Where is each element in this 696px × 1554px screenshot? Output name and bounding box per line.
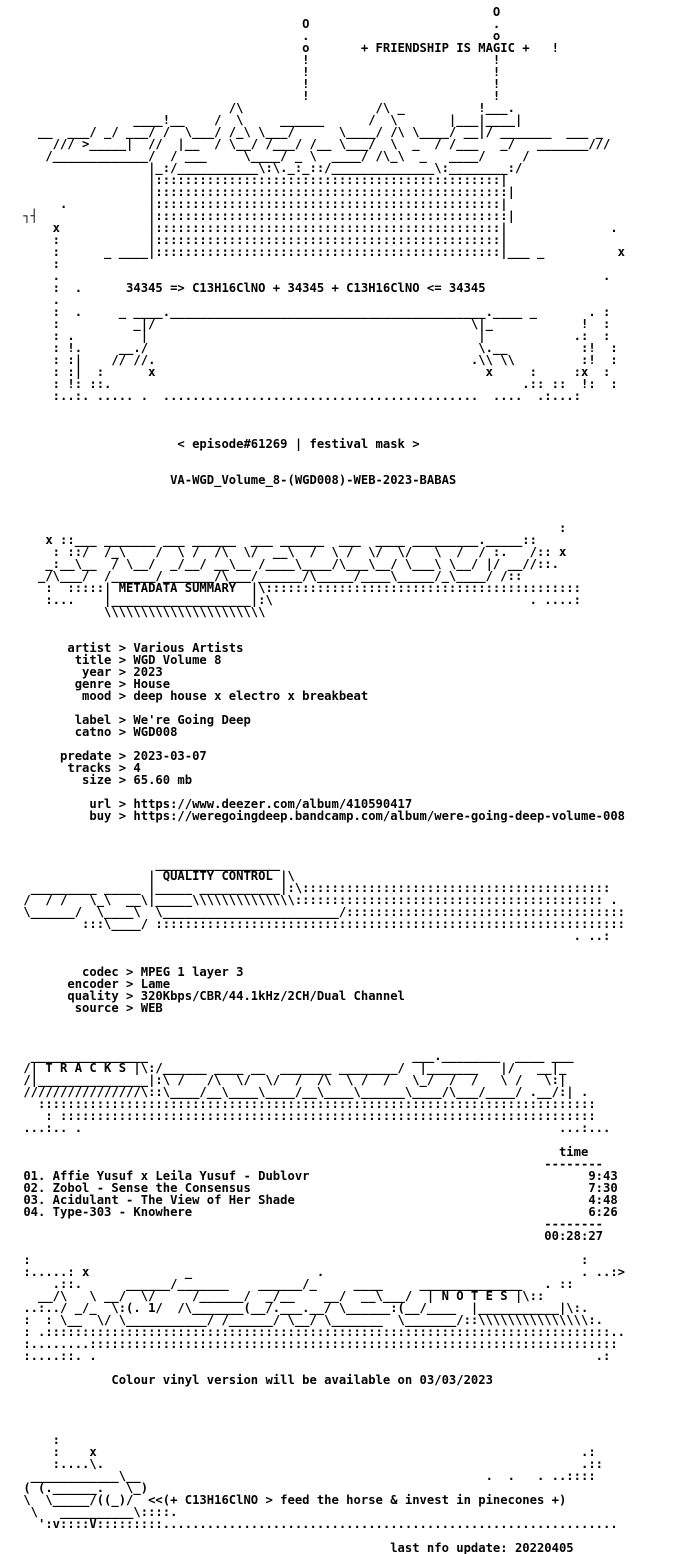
nfo-line: mood > deep house x electro x breakbeat bbox=[16, 689, 369, 703]
nfo-line: : :| : x x : :x : bbox=[16, 365, 611, 379]
nfo-line: year > 2023 bbox=[16, 665, 163, 679]
nfo-line: / / / \_\ __\|_____\\\\\\\\\\\\\\:::::::::::::::::::::::::::::::::::::::::: . bbox=[16, 893, 618, 907]
nfo-line: : bbox=[16, 1433, 61, 1447]
nfo-line: . ..: bbox=[16, 929, 611, 943]
nfo-line: : :| // //. .\\ \\ :! : bbox=[16, 353, 618, 367]
nfo-line: catno > WGD008 bbox=[16, 725, 178, 739]
nfo-line: source > WEB bbox=[16, 1001, 163, 1015]
nfo-line: artist > Various Artists bbox=[16, 641, 244, 655]
nfo-line: last nfo update: 20220405 bbox=[16, 1541, 574, 1554]
nfo-line: |:::::::::::::::::::::::::::::::::::::::::::::::| bbox=[16, 173, 508, 187]
nfo-line: o + FRIENDSHIP IS MAGIC + ! bbox=[16, 41, 559, 55]
nfo-line: . o bbox=[16, 29, 501, 43]
nfo-line: -------- bbox=[16, 1157, 603, 1171]
nfo-line: ...:.. . ...:... bbox=[16, 1121, 611, 1135]
nfo-line: /\ /\ _ !___. bbox=[16, 101, 515, 115]
nfo-line: /| T R A C K S |\:/______ ____ __ _______ ________/ |_______ |/ __|_ bbox=[16, 1061, 567, 1075]
nfo-line: : ::::::::::::::::::::::::::::::::::::::::::::::::::::::::::::::::::::::::: bbox=[16, 1109, 596, 1123]
nfo-line: ( (.______. \_) bbox=[16, 1481, 149, 1495]
nfo-line: ________________ ___.________ ____ ___ bbox=[16, 1049, 574, 1063]
nfo-line bbox=[16, 414, 692, 426]
nfo-line: ┐┤ |::::::::::::::::::::::::::::::::::::::::::::::::| bbox=[16, 209, 515, 223]
nfo-line: |_:/___________\:\._:_::/______________\:________:/ bbox=[16, 161, 523, 175]
nfo-line: : bbox=[16, 521, 567, 535]
nfo-line: :.....: x _ . . ..:> bbox=[16, 1265, 626, 1279]
nfo-line: time bbox=[16, 1145, 589, 1159]
nfo-line: .::. ______/_______ ______/_ ____ ______________ . :: bbox=[16, 1277, 581, 1291]
nfo-line: \ \_____/((_)/ <<(+ C13H16ClNO > feed the horse & invest in pinecones +) bbox=[16, 1493, 567, 1507]
nfo-text-block bbox=[16, 6, 692, 1554]
nfo-line: _________________ bbox=[16, 857, 281, 871]
nfo-line: ____!__ / \ ______ / \ |___|____| bbox=[16, 113, 523, 127]
nfo-line: . . bbox=[16, 269, 611, 283]
nfo-line: ! ! bbox=[16, 53, 501, 67]
nfo-line: _:__\__ / \__/ _/__/ __\__ /____\____/\___\__/ \___\ \__/ |/ __//::. bbox=[16, 557, 559, 571]
nfo-line: : . _ ____.___________________________________________.____ _ . : bbox=[16, 305, 611, 319]
nfo-line: label > We're Going Deep bbox=[16, 713, 251, 727]
nfo-line: 03. Acidulant - The View of Her Shade 4:48 bbox=[16, 1193, 618, 1207]
nfo-line: :........:::::::::::::::::::::::::::::::::::::::::::::::::::::::::::::::::::::::: bbox=[16, 1337, 618, 1351]
nfo-line: ':v::::V:::::::::.............................................................. bbox=[16, 1517, 618, 1531]
nfo-line: /// >_____| // |__ / \__/ /___/ /__ \___/ \ _ / /___ _/ _______/// bbox=[16, 137, 611, 151]
nfo-line: genre > House bbox=[16, 677, 171, 691]
nfo-line: : . | | .: : bbox=[16, 329, 611, 343]
nfo-line bbox=[16, 1386, 692, 1398]
nfo-line: : _ ____|:::::::::::::::::::::::::::::::::::::::::::::::|___ _ x bbox=[16, 245, 626, 259]
nfo-line: quality > 320Kbps/CBR/44.1kHz/2CH/Dual Channel bbox=[16, 989, 405, 1003]
nfo-line bbox=[16, 1014, 692, 1026]
nfo-line: : : \__ \/ \___________/ /______/ \__/ \_______ \_______/::\\\\\\\\\\\\\\\:. bbox=[16, 1313, 603, 1327]
nfo-line: tracks > 4 bbox=[16, 761, 141, 775]
nfo-line: : : bbox=[16, 1253, 589, 1267]
nfo-line: :....\. .:: bbox=[16, 1457, 603, 1471]
nfo-line: : _|/ \|_ ! : bbox=[16, 317, 611, 331]
nfo-line: | QUALITY CONTROL |\ bbox=[16, 869, 295, 883]
nfo-line: buy > https://weregoingdeep.bandcamp.com/album/were-going-deep-volume-008 bbox=[16, 809, 626, 823]
nfo-line bbox=[16, 1398, 692, 1410]
nfo-line: url > https://www.deezer.com/album/410590417 bbox=[16, 797, 413, 811]
nfo-line: _________ _____ |_____ ___________|:\:::::::::::::::::::::::::::::::::::::::::: bbox=[16, 881, 611, 895]
nfo-line: title > WGD Volume 8 bbox=[16, 653, 222, 667]
nfo-line: \\\\\\\\\\\\\\\\\\\\\\ bbox=[16, 605, 266, 619]
nfo-line: : .:::::::::::::::::::::::::::::::::::::::::::::::::::::::::::::::::::::::::::::.. bbox=[16, 1325, 626, 1339]
nfo-line: ! ! bbox=[16, 89, 501, 103]
nfo-line bbox=[16, 498, 692, 510]
nfo-line: ____________\__ . . . ..:::: bbox=[16, 1469, 596, 1483]
nfo-line: 01. Affie Yusuf x Leila Yusuf - Dublovr 9:43 bbox=[16, 1169, 618, 1183]
nfo-line: :....::. . .: bbox=[16, 1349, 611, 1363]
nfo-line bbox=[16, 1410, 692, 1422]
nfo-line bbox=[16, 822, 692, 834]
nfo-line: VA-WGD_Volume_8-(WGD008)-WEB-2023-BABAS bbox=[16, 473, 457, 487]
nfo-line: x |:::::::::::::::::::::::::::::::::::::::::::::::| . bbox=[16, 221, 618, 235]
nfo-line: ////////////////\::\____/__\____\____/__\____\______\____/\___/____/ .__/:| . bbox=[16, 1085, 589, 1099]
nfo-line: : !: ::. .:: :: !: : bbox=[16, 377, 618, 391]
nfo-line: O bbox=[16, 6, 501, 19]
nfo-line: 02. Zobol - Sense the Consensus 7:30 bbox=[16, 1181, 618, 1195]
nfo-line: \______/ \____\ \________________________/:::::::::::::::::::::::::::::::::::::: bbox=[16, 905, 626, 919]
nfo-line: : . 34345 => C13H16ClNO + 34345 + C13H16ClNO <= 34345 bbox=[16, 281, 486, 295]
nfo-line bbox=[16, 486, 692, 498]
nfo-line: predate > 2023-03-07 bbox=[16, 749, 207, 763]
nfo-line bbox=[16, 834, 692, 846]
nfo-line bbox=[16, 618, 692, 630]
nfo-line: _/\___/ /______/_______/\___/______/\_____/____\_____/_\____/ /:: bbox=[16, 569, 523, 583]
nfo-line bbox=[16, 942, 692, 954]
nfo-line: /|_______________|:\ / /\ \/ \/ / /\ \ / / \_/ / / \ / \:| bbox=[16, 1073, 567, 1087]
nfo-line: O . bbox=[16, 17, 501, 31]
nfo-line: : bbox=[16, 257, 61, 271]
nfo-line: : :::::| METADATA SUMMARY |\::::::::::::::::::::::::::::::::::::::::::: bbox=[16, 581, 581, 595]
nfo-line: \ __________\::::. bbox=[16, 1505, 178, 1519]
nfo-line: 00:28:27 bbox=[16, 1229, 603, 1243]
nfo-line: :... |___________________|:\ . ....: bbox=[16, 593, 581, 607]
nfo-line: -------- bbox=[16, 1217, 603, 1231]
nfo-line: __ ___/ _/ ___/ / \___/ /_\ \___/ \____/ /\ \____/ __|/ _______ ___ _ bbox=[16, 125, 603, 139]
nfo-line: < episode#61269 | festival mask > bbox=[16, 437, 420, 451]
nfo-line: . |:::::::::::::::::::::::::::::::::::::::::::::::| bbox=[16, 197, 508, 211]
nfo-line: : x .: bbox=[16, 1445, 596, 1459]
nfo-line: /_____________/ / ___ \____/ _ \ ____/ /\_\ _ ____/ / bbox=[16, 149, 530, 163]
nfo-line: codec > MPEG 1 layer 3 bbox=[16, 965, 244, 979]
nfo-line bbox=[16, 1422, 692, 1434]
nfo-line: |::::::::::::::::::::::::::::::::::::::::::::::::| bbox=[16, 185, 515, 199]
nfo-line: . bbox=[16, 293, 61, 307]
nfo-line: __/\ \ __/ \/ /______/ _/__ __/ __\___/ | N O T E S |\:: bbox=[16, 1289, 545, 1303]
nfo-line: : !. __./ \.__ :! : bbox=[16, 341, 618, 355]
nfo-line: ..:../ _/_ \:(. 1/ /\_______(__/.___.__/ \______:(__/____ |___________|\:. bbox=[16, 1301, 589, 1315]
nfo-line: :::::::::::::::::::::::::::::::::::::::::::::::::::::::::::::::::::::::::::: bbox=[16, 1097, 596, 1111]
nfo-line: encoder > Lame bbox=[16, 977, 171, 991]
nfo-line bbox=[16, 402, 692, 414]
nfo-line: Colour vinyl version will be available on 03/03/2023 bbox=[16, 1373, 493, 1387]
nfo-line: size > 65.60 mb bbox=[16, 773, 193, 787]
nfo-line: : |:::::::::::::::::::::::::::::::::::::::::::::::| bbox=[16, 233, 508, 247]
nfo-line: :::\____/ :::::::::::::::::::::::::::::::::::::::::::::::::::::::::::::::: bbox=[16, 917, 626, 931]
nfo-line bbox=[16, 450, 692, 462]
nfo-line: x ::___ _______ ___ ______ ___ ______ ___ ____ _________._____:: bbox=[16, 533, 537, 547]
nfo-line: ! ! bbox=[16, 65, 501, 79]
nfo-line: 04. Type-303 - Knowhere 6:26 bbox=[16, 1205, 618, 1219]
nfo-line: : ::/ /_\ / \ / /\ \/ __\ / \ / \/ \/ \ / / :. /:: x bbox=[16, 545, 567, 559]
nfo-line: ! ! bbox=[16, 77, 501, 91]
nfo-line bbox=[16, 1026, 692, 1038]
nfo-line: :..:. ..... . ........................................... .... .:...: bbox=[16, 389, 581, 403]
